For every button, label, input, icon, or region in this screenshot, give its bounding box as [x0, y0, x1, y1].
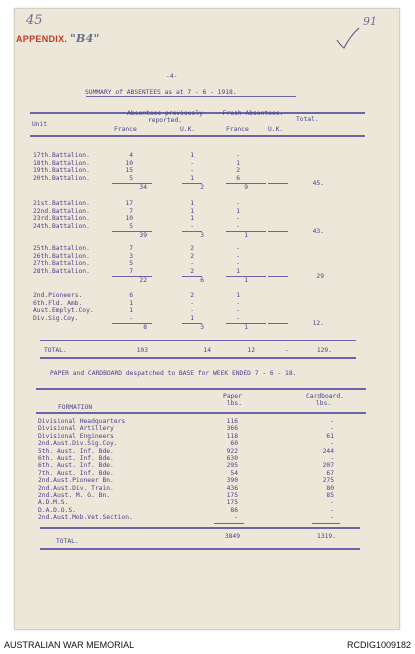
absentee-prev-uk: 1 [190, 314, 194, 322]
formation-name: Divisional Artillery [38, 425, 114, 433]
paper-sum-rule-card [312, 523, 340, 524]
header-fresh-uk: U.K. [268, 126, 284, 133]
absentee-unit: 23rd.Battalion. [33, 215, 90, 222]
formation-name: 2nd.Aust.Div. Train. [38, 484, 114, 492]
header-previous-line1: Absentees previously reported. [127, 110, 203, 124]
absentee-fresh-france: - [236, 215, 240, 222]
handwritten-page-mark: 91 [363, 15, 377, 28]
absentee-unit: 17th.Battalion. [33, 152, 90, 159]
absentee-fresh-france: 1 [236, 292, 240, 299]
absentee-prev-uk: 1 [190, 174, 194, 182]
grand-total-total: 129. [316, 347, 332, 354]
absentee-prev-uk: 2 [190, 245, 194, 252]
absentee-prev-uk: - [190, 167, 194, 174]
absentee-unit: 22nd.Battalion. [33, 207, 90, 215]
absentee-unit: 21st.Battalion. [33, 200, 90, 207]
subtotal-prev-uk: 3 [200, 232, 204, 239]
absentee-unit: 28th.Battalion. [33, 267, 90, 275]
absentee-prev-france: 15 [125, 167, 133, 174]
paper-header-bottom-rule [36, 412, 366, 414]
group-total: 12. [312, 320, 324, 327]
formation-name: Divisional Headquarters [38, 418, 126, 425]
paper-header-cardboard-unit: lbs. [316, 400, 332, 407]
footer-right: RCDIG1009182 [346, 640, 411, 650]
footer-left: AUSTRALIAN WAR MEMORIAL [4, 640, 135, 650]
paper-lbs: 60 [230, 440, 238, 448]
cardboard-lbs: - [330, 440, 334, 448]
paper-total-top-rule [40, 527, 360, 529]
absentee-prev-uk: 1 [190, 215, 194, 222]
absentee-prev-france: 7 [129, 267, 133, 275]
absentee-prev-france: 6 [129, 292, 133, 299]
subtotal-prev-france: 39 [139, 232, 147, 239]
absentee-unit: 24th.Battalion. [33, 222, 90, 230]
grand-total-top-rule [40, 340, 356, 341]
subtotal-prev-france: 8 [143, 324, 147, 331]
paper-lbs: 86 [230, 506, 238, 514]
absentee-fresh-france: 1 [236, 267, 240, 275]
subtotal-fresh-france: 1 [244, 232, 248, 239]
absentee-prev-france: 10 [125, 159, 133, 167]
cardboard-lbs: 67 [326, 469, 334, 477]
formation-name: Divisional Engineers [38, 432, 114, 440]
paper-title: PAPER and CARDBOARD despatched to BASE for WEEK ENDED 7 - 6 - 18. [50, 370, 297, 377]
header-prev-france: France [114, 126, 137, 133]
cardboard-lbs: 275 [322, 477, 334, 485]
paper-total-bottom-rule [40, 548, 360, 550]
header-bottom-rule [30, 135, 365, 137]
subtotal-fresh-france: 1 [244, 277, 248, 284]
formation-name: 2nd.Aust.Mob.Vet.Section. [38, 514, 133, 522]
absentee-prev-france: 17 [125, 200, 133, 207]
absentee-fresh-france: - [236, 222, 240, 230]
paper-lbs: 922 [226, 447, 238, 455]
group-total: 43. [312, 228, 324, 235]
subtotal-fresh-france: 1 [244, 324, 248, 331]
absentee-prev-france: 5 [129, 222, 133, 230]
subtotal-prev-uk: 6 [200, 277, 204, 284]
header-fresh: Fresh Absentees. [222, 110, 284, 117]
subtotal-prev-uk: 2 [200, 184, 204, 191]
absentee-fresh-france: - [236, 252, 240, 260]
paper-header-formation: FORMATION [58, 404, 93, 411]
absentee-prev-uk: - [190, 260, 194, 267]
absentee-fresh-france: - [236, 200, 240, 207]
paper-lbs: 390 [226, 477, 238, 485]
cardboard-lbs: 80 [326, 484, 334, 492]
absentee-unit: 25th.Battalion. [33, 245, 90, 252]
grand-total-fresh-france: 12 [247, 347, 255, 354]
absentee-unit: 19th.Battalion. [33, 167, 90, 174]
paper-lbs: 436 [226, 484, 238, 492]
appendix-label [16, 32, 100, 45]
absentee-prev-france: 1 [129, 307, 133, 314]
subtotal-rule-fresh-uk [268, 323, 288, 324]
absentee-unit: 2nd.Pioneers. [33, 292, 83, 299]
cardboard-lbs: - [330, 506, 334, 514]
cardboard-lbs: - [330, 455, 334, 462]
absentee-unit: Div.Sig.Coy. [33, 314, 79, 322]
absentee-unit: 27th.Battalion. [33, 260, 90, 267]
grand-total-label: TOTAL. [44, 347, 67, 354]
absentee-prev-uk: 1 [190, 207, 194, 215]
paper-header-paper-unit: lbs. [226, 400, 242, 407]
absentee-unit: Aust.Emplyt.Coy. [33, 307, 94, 314]
absentee-fresh-france: - [236, 299, 240, 307]
absentee-prev-uk: - [190, 299, 194, 307]
absentee-unit: 20th.Battalion. [33, 174, 90, 182]
check-mark-icon [335, 26, 361, 50]
cardboard-lbs: 207 [322, 462, 334, 470]
header-prev-uk: U.K. [180, 126, 196, 133]
formation-name: 2nd.Aust.Pioneer Bn. [38, 477, 114, 485]
appendix-text: APPENDIX. [16, 34, 68, 44]
absentee-prev-france: 10 [125, 215, 133, 222]
page-number: -4- [166, 73, 178, 80]
grand-total-prev-uk: 14 [203, 347, 211, 354]
header-total: Total. [296, 116, 319, 123]
group-total: 29 [316, 273, 324, 280]
paper-header-paper: Paper [223, 393, 242, 400]
paper-lbs: - [234, 514, 238, 522]
absentee-prev-france: 3 [129, 252, 133, 260]
group-total: 45. [312, 180, 324, 187]
grand-total-bottom-rule [40, 357, 356, 359]
cardboard-lbs: 85 [326, 492, 334, 499]
absentee-unit: 26th.Battalion. [33, 252, 90, 260]
cardboard-lbs: 61 [326, 432, 334, 440]
grand-total-prev-france: 103 [136, 347, 148, 354]
cardboard-lbs: - [330, 499, 334, 507]
paper-lbs: 630 [226, 455, 238, 462]
absentee-fresh-france: 6 [236, 174, 240, 182]
formation-name: D.A.D.O.S. [38, 506, 76, 514]
header-unit: Unit [32, 121, 48, 128]
absentee-fresh-france: 2 [236, 167, 240, 174]
subtotal-fresh-france: 9 [244, 184, 248, 191]
paper-total-cardboard: 1319. [317, 533, 336, 540]
absentee-prev-france: 4 [129, 152, 133, 159]
paper-lbs: 175 [226, 492, 238, 499]
cardboard-lbs: - [330, 418, 334, 425]
paper-lbs: 54 [230, 469, 238, 477]
paper-lbs: 295 [226, 462, 238, 470]
header-fresh-france: France [226, 126, 249, 133]
title-underline [86, 96, 296, 97]
paper-header-cardboard: Cardboard. [306, 393, 344, 400]
formation-name: 7th. Aust. Inf. Bde. [38, 469, 114, 477]
handwritten-appendix-mark: "B4" [70, 32, 100, 45]
absentee-prev-uk: - [190, 159, 194, 167]
absentee-prev-uk: - [190, 307, 194, 314]
subtotal-prev-france: 22 [139, 277, 147, 284]
subtotal-rule-fresh-uk [268, 276, 288, 277]
grand-total-fresh-uk: - [285, 347, 289, 354]
paper-total-paper: 3849 [224, 533, 240, 540]
paper-lbs: 118 [226, 432, 238, 440]
cardboard-lbs: - [330, 514, 334, 522]
absentee-unit: 18th.Battalion. [33, 159, 90, 167]
formation-name: 6th. Aust. Inf. Bde. [38, 462, 114, 470]
paper-lbs: 116 [226, 418, 238, 425]
formation-name: 5th. Aust. Inf. Bde. [38, 447, 114, 455]
absentee-fresh-france: - [236, 314, 240, 322]
absentee-fresh-france: - [236, 260, 240, 267]
absentee-fresh-france: - [236, 152, 240, 159]
formation-name: A.D.M.S. [38, 499, 69, 507]
absentee-prev-france: 7 [129, 207, 133, 215]
absentee-fresh-france: 1 [236, 207, 240, 215]
absentees-title: SUMMARY of ABSENTEES as at 7 - 6 - 1918. [85, 89, 237, 96]
formation-name: 2nd.Aust. M. G. Bn. [38, 492, 111, 499]
absentee-prev-uk: - [190, 222, 194, 230]
absentee-prev-uk: 2 [190, 267, 194, 275]
cardboard-lbs: - [330, 425, 334, 433]
cardboard-lbs: 244 [322, 447, 334, 455]
absentee-prev-france: 5 [129, 260, 133, 267]
paper-lbs: 175 [226, 499, 238, 507]
subtotal-prev-uk: 3 [200, 324, 204, 331]
absentee-prev-uk: 2 [190, 252, 194, 260]
absentee-prev-france: - [129, 314, 133, 322]
absentee-unit: 6th.Fld. Amb. [33, 299, 83, 307]
absentee-fresh-france: 1 [236, 159, 240, 167]
absentee-prev-uk: 1 [190, 152, 194, 159]
paper-sum-rule-paper [214, 523, 244, 524]
subtotal-prev-france: 34 [139, 184, 147, 191]
absentee-prev-uk: 2 [190, 292, 194, 299]
paper-lbs: 366 [226, 425, 238, 433]
formation-name: 6th. Aust. Inf. Bde. [38, 455, 114, 462]
absentee-prev-france: 7 [129, 245, 133, 252]
handwritten-folio-number: 45 [26, 13, 43, 28]
absentee-fresh-france: - [236, 245, 240, 252]
absentee-prev-uk: 1 [190, 200, 194, 207]
subtotal-rule-fresh-uk [268, 183, 288, 184]
absentee-prev-france: 5 [129, 174, 133, 182]
absentee-fresh-france: - [236, 307, 240, 314]
absentee-prev-france: 1 [129, 299, 133, 307]
paper-total-label: TOTAL. [56, 538, 79, 545]
paper-header-top-rule [36, 388, 366, 390]
subtotal-rule-fresh-uk [268, 231, 288, 232]
formation-name: 2nd.Aust.Div.Sig.Coy. [38, 440, 118, 448]
